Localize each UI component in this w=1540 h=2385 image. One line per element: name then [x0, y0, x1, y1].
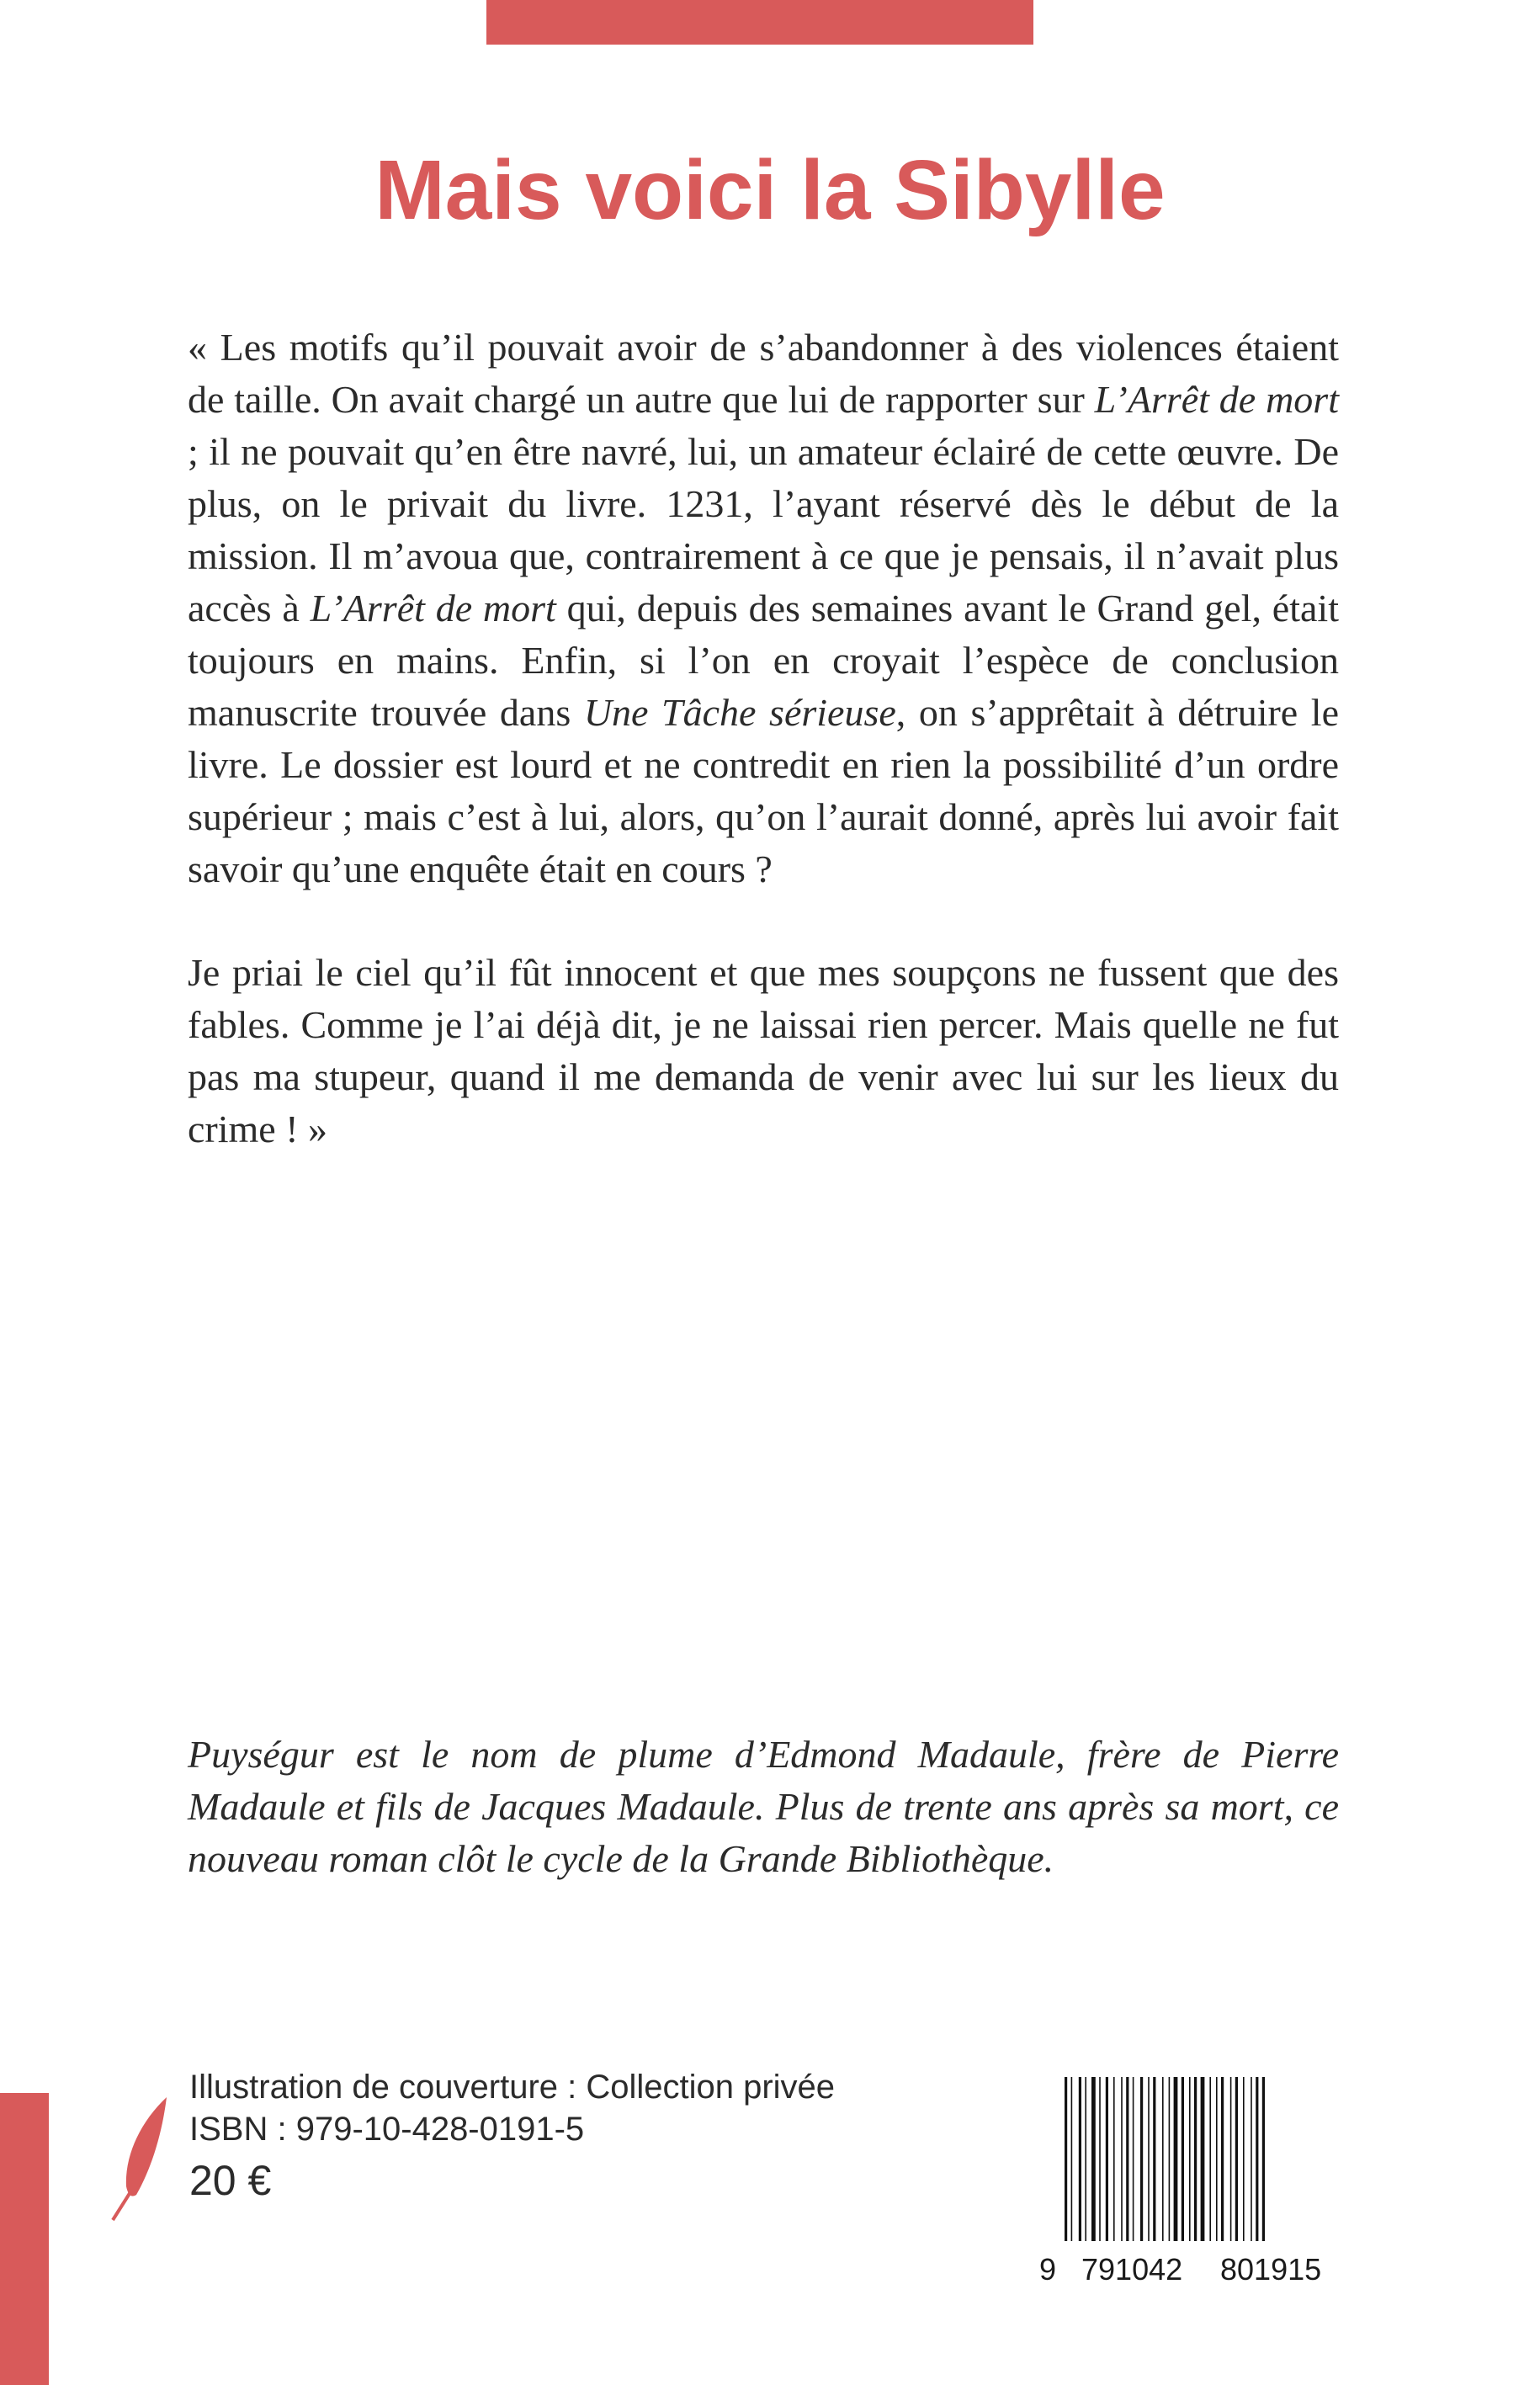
book-title: Mais voici la Sibylle: [374, 143, 1166, 237]
barcode-bar: [1126, 2077, 1128, 2241]
book-reference: L’Arrêt de mort: [310, 587, 556, 629]
barcode-bar: [1174, 2077, 1178, 2241]
barcode-bar: [1140, 2077, 1143, 2241]
author-bio-text: Puységur est le nom de plume d’Edmond Madaule, frère de Pierre Madaule et fils de Jacques Madaule. Plus de trente ans après sa mort, ce nouveau roman clôt le cycle de la Grande Bibliothèque.: [188, 1733, 1339, 1880]
barcode-digits-left: 791042: [1081, 2252, 1183, 2287]
price: 20 €: [189, 2157, 272, 2204]
excerpt-paragraph-2: [188, 947, 1339, 1155]
isbn: ISBN : 979-10-428-0191-5: [189, 2111, 585, 2148]
barcode-bar: [1182, 2077, 1184, 2241]
barcode-bar: [1256, 2077, 1258, 2241]
barcode-bar: [1230, 2077, 1232, 2241]
barcode-bar: [1085, 2077, 1086, 2241]
barcode-bar: [1133, 2077, 1134, 2241]
author-bio: [188, 1729, 1339, 1885]
side-accent-bar: [0, 2093, 49, 2385]
barcode-bar: [1071, 2077, 1073, 2241]
barcode: [1039, 2077, 1342, 2296]
barcode-bar: [1065, 2077, 1067, 2241]
barcode-bar: [1201, 2077, 1205, 2241]
barcode-bar: [1216, 2077, 1218, 2241]
barcode-bar: [1169, 2077, 1171, 2241]
barcode-bar: [1148, 2077, 1150, 2241]
excerpt-text: Je priai le ciel qu’il fût innocent et que mes soupçons ne fussent que des fables. Comme je l’ai déjà dit, je ne laissai rien percer. Mais quelle ne fut pas ma stupeur, quand il me demanda de venir avec lui sur les lieux du crime ! »: [188, 951, 1339, 1150]
excerpt-paragraph-1: [188, 321, 1339, 895]
barcode-bar: [1121, 2077, 1123, 2241]
barcode-bar: [1235, 2077, 1238, 2241]
cover-credit: Illustration de couverture : Collection privée: [189, 2069, 836, 2106]
barcode-bar: [1153, 2077, 1155, 2241]
top-accent-bar: [486, 0, 1033, 45]
barcode-bars: [1039, 2077, 1342, 2245]
barcode-bar: [1221, 2077, 1224, 2241]
excerpt-text: ; il ne pouvait qu’en être navré, lui, un amateur éclairé de cette œuvre. De plus, on le privait du livre. 1231, l’ayant réservé dès le début de la mission. Il m’avoua que, contrairement à ce que je pensais, il n’avait plus accès à: [188, 430, 1339, 629]
barcode-bar: [1262, 2077, 1265, 2241]
barcode-bar: [1091, 2077, 1096, 2241]
excerpt-text: « Les motifs qu’il pouvait avoir de s’abandonner à des violences étaient de taille. On avait chargé un autre que lui de rapporter sur: [188, 326, 1339, 421]
barcode-digit-prefix: 9: [1039, 2252, 1057, 2287]
barcode-bar: [1162, 2077, 1164, 2241]
barcode-bar: [1209, 2077, 1211, 2241]
barcode-bar: [1106, 2077, 1108, 2241]
barcode-bar: [1243, 2077, 1245, 2241]
barcode-bar: [1113, 2077, 1115, 2241]
barcode-bar: [1251, 2077, 1252, 2241]
excerpt-text: , on s’apprêtait à détruire le livre. Le dossier est lourd et ne contredit en rien la possibilité d’un ordre supérieur ; mais c’est à lui, alors, qu’on l’aurait donné, après lui avoir fait savoir qu’une enquête était en cours ?: [188, 691, 1340, 890]
barcode-bar: [1194, 2077, 1197, 2241]
barcode-bar: [1099, 2077, 1101, 2241]
barcode-bar: [1189, 2077, 1191, 2241]
book-reference: L’Arrêt de mort: [1094, 378, 1339, 421]
book-reference: Une Tâche sérieuse: [583, 691, 896, 734]
excerpt-text: qui, depuis des semaines avant le Grand gel, était toujours en mains. Enfin, si l’on en croyait l’espèce de conclusion manuscrite trouvée dans: [188, 587, 1339, 734]
barcode-digits-right: 801915: [1220, 2252, 1322, 2287]
barcode-bar: [1079, 2077, 1081, 2241]
feather-icon: [108, 2096, 175, 2222]
